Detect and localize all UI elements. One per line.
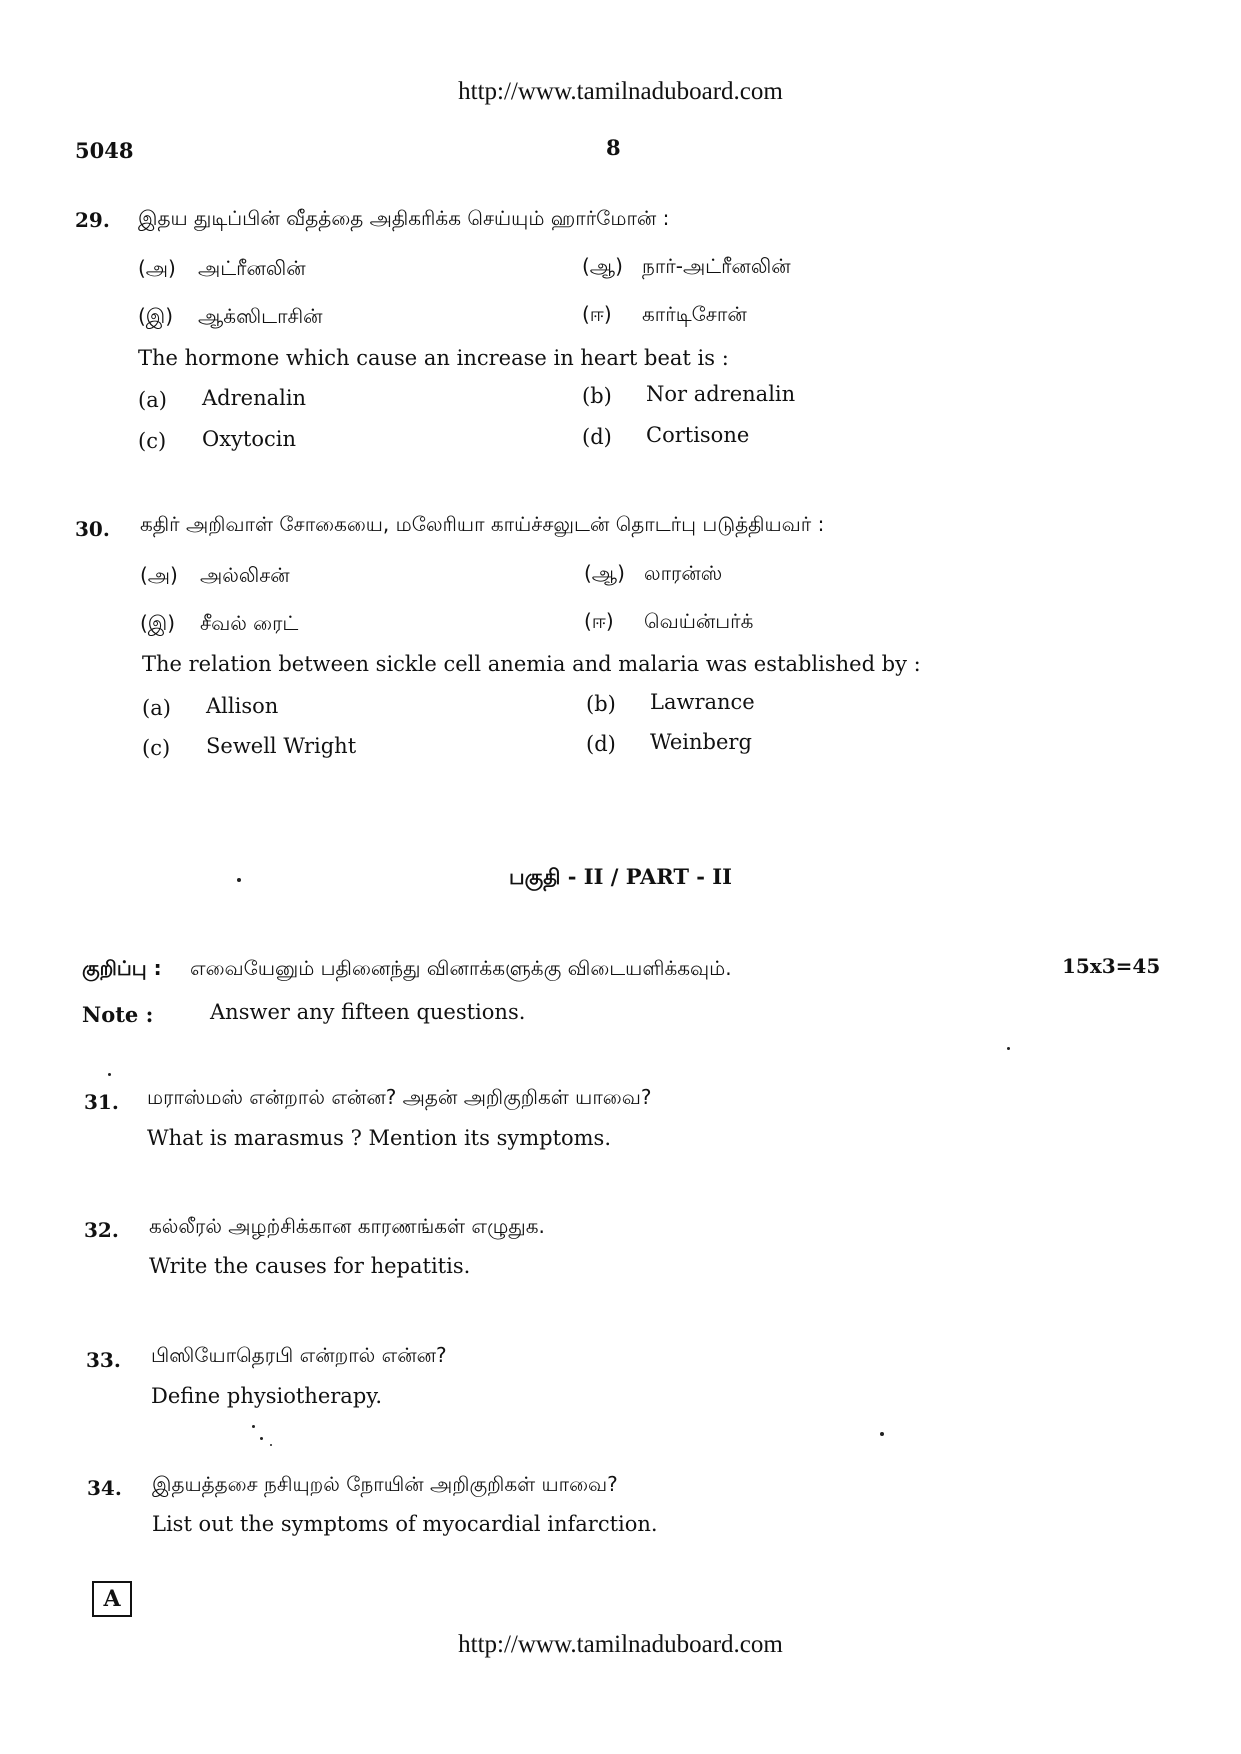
option-label: (ஆ) xyxy=(584,561,625,585)
option-label: (அ) xyxy=(140,563,178,587)
header-url[interactable]: http://www.tamilnaduboard.com xyxy=(458,78,783,105)
option-label: (a) xyxy=(142,696,171,720)
option-label: (இ) xyxy=(140,611,176,635)
option-text: Sewell Wright xyxy=(206,734,357,758)
scan-speck xyxy=(260,1437,263,1440)
question-text-english: Define physiotherapy. xyxy=(151,1384,383,1408)
question-text-english: The relation between sickle cell anemia and malaria was established by : xyxy=(142,652,921,676)
option-text: Oxytocin xyxy=(202,427,297,451)
question-number: 30. xyxy=(75,517,110,541)
option-text: Cortisone xyxy=(646,423,750,447)
scan-speck xyxy=(1007,1047,1010,1050)
question-number: 32. xyxy=(84,1218,119,1242)
option-text: Nor adrenalin xyxy=(646,382,796,406)
option-label: (c) xyxy=(138,429,167,453)
option-label: (ஆ) xyxy=(582,254,623,278)
question-text-tamil: கதிர் அறிவாள் சோகையை, மலேரியா காய்ச்சலுடன் தொடர்பு படுத்தியவர் : xyxy=(140,512,825,536)
question-number: 33. xyxy=(86,1348,121,1372)
option-label: (c) xyxy=(142,736,171,760)
scan-speck xyxy=(880,1432,884,1436)
note-label-tamil: குறிப்பு : xyxy=(82,956,162,980)
question-text-english: The hormone which cause an increase in heart beat is : xyxy=(138,346,729,370)
option-label: (d) xyxy=(582,425,612,449)
question-number: 29. xyxy=(75,208,110,232)
scan-speck xyxy=(237,878,241,882)
question-number: 31. xyxy=(84,1090,119,1114)
question-text-tamil: மராஸ்மஸ் என்றால் என்ன? அதன் அறிகுறிகள் யாவை? xyxy=(147,1085,652,1109)
question-text-tamil: இதய துடிப்பின் வீதத்தை அதிகரிக்க செய்யும் ஹார்மோன் : xyxy=(138,206,670,230)
question-text-tamil: இதயத்தசை நசியுறல் நோயின் அறிகுறிகள் யாவை? xyxy=(152,1472,618,1496)
question-text-english: List out the symptoms of myocardial infarction. xyxy=(152,1512,658,1536)
option-text: அல்லிசன் xyxy=(200,563,290,587)
option-label: (ஈ) xyxy=(584,609,614,633)
note-text-tamil: எவையேனும் பதினைந்து வினாக்களுக்கு விடையளிக்கவும். xyxy=(190,956,732,980)
question-text-tamil: கல்லீரல் அழற்சிக்கான காரணங்கள் எழுதுக. xyxy=(149,1214,545,1238)
option-text: லாரன்ஸ் xyxy=(644,561,723,585)
option-text: சீவல் ரைட் xyxy=(200,611,299,635)
part-heading: பகுதி - II / PART - II xyxy=(509,864,732,889)
question-text-english: What is marasmus ? Mention its symptoms. xyxy=(147,1126,612,1150)
option-text: கார்டிசோன் xyxy=(642,302,747,326)
option-text: அட்ரீனலின் xyxy=(198,256,306,280)
option-text: Allison xyxy=(206,694,279,718)
note-text-english: Answer any fifteen questions. xyxy=(210,1000,526,1024)
option-label: (b) xyxy=(586,692,616,716)
option-label: (இ) xyxy=(138,304,174,328)
option-text: Lawrance xyxy=(650,690,755,714)
option-label: (b) xyxy=(582,384,612,408)
option-text: நார்-அட்ரீனலின் xyxy=(642,254,791,278)
footer-url[interactable]: http://www.tamilnaduboard.com xyxy=(458,1631,783,1658)
option-label: (a) xyxy=(138,388,167,412)
option-label: (ஈ) xyxy=(582,302,612,326)
scan-speck xyxy=(270,1444,272,1446)
option-text: வெய்ன்பர்க் xyxy=(644,609,754,633)
question-text-english: Write the causes for hepatitis. xyxy=(149,1254,471,1278)
question-text-tamil: பிஸியோதெரபி என்றால் என்ன? xyxy=(151,1343,447,1367)
paper-code: 5048 xyxy=(75,138,134,163)
option-text: ஆக்ஸிடாசின் xyxy=(198,304,323,328)
scan-speck xyxy=(108,1073,111,1076)
question-number: 34. xyxy=(87,1476,122,1500)
option-label: (அ) xyxy=(138,256,176,280)
page-number: 8 xyxy=(606,135,621,160)
note-label-english: Note : xyxy=(82,1002,154,1027)
scan-speck xyxy=(252,1425,255,1428)
marks-allocation: 15x3=45 xyxy=(1062,954,1161,978)
option-text: Weinberg xyxy=(650,730,752,754)
option-label: (d) xyxy=(586,732,616,756)
option-text: Adrenalin xyxy=(202,386,307,410)
page-set-box: A xyxy=(92,1581,132,1617)
